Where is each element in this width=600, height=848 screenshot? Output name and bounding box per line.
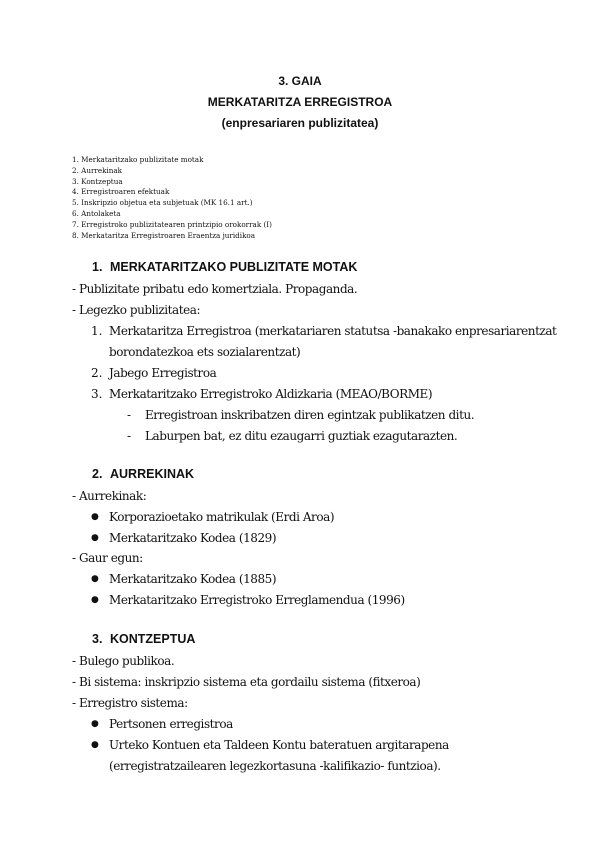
bullet-item-continuation: (erregistratzailearen legezkortasuna -kalifikazio- funtzioa). [109,759,441,773]
toc-item: 3. Kontzeptua [72,176,123,186]
text-line: - Bi sistema: inskripzio sistema eta gordailu sistema (fitxeroa) [72,675,421,689]
bullet-item: Merkataritzako Kodea (1885) [109,572,277,586]
list-marker: 1. [91,324,103,338]
toc-item: 1. Merkataritzako publizitate motak [72,155,204,164]
text-line: - Erregistro sistema: [72,696,188,710]
chapter-number: 3. GAIA [278,74,322,88]
chapter-subtitle: (enpresariaren publizitatea) [221,116,379,130]
text-line: - Bulego publikoa. [72,654,175,668]
section-number: 2. [92,467,103,481]
sub-list-item: Erregistroan inskribatzen diren egintzak publikatzen ditu. [145,408,475,422]
toc-item: 7. Erregistroko publizitatearen printzipio orokorrak (I) [72,219,272,229]
bullet-icon: ● [91,740,99,750]
section-number: 1. [92,260,103,274]
section-title: MERKATARITZAKO PUBLIZITATE MOTAK [110,260,358,274]
section-title: KONTZEPTUA [110,632,196,646]
bullet-item: Merkataritzako Erregistroko Erreglamendua (1996) [109,593,405,607]
bullet-item: Merkataritzako Kodea (1829) [109,531,277,545]
text-line: - Aurrekinak: [72,489,147,503]
list-item-continuation: borondatezkoa ets sozialarentzat) [109,345,301,359]
bullet-item: Urteko Kontuen eta Taldeen Kontu bateratuen argitarapena [109,738,449,752]
list-item: Jabego Erregistroa [109,366,217,380]
text-line: - Gaur egun: [72,551,143,565]
toc-item: 8. Merkataritza Erregistroaren Eraentza juridikoa [72,230,256,240]
dash-marker: - [127,408,132,422]
table-of-contents [72,155,272,241]
dash-marker: - [127,429,132,443]
text-line: - Publizitate pribatu edo komertziala. Propaganda. [72,282,358,296]
bullet-icon: ● [91,574,99,584]
toc-item: 6. Antolaketa [72,208,121,218]
sub-list-item: Laburpen bat, ez ditu ezaugarri guztiak ezagutarazten. [145,429,458,443]
bullet-icon: ● [91,512,99,522]
toc-item: 5. Inskripzio objetua eta subjetuak (MK 16.1 art.) [72,198,253,208]
section-heading [92,632,195,646]
bullet-icon: ● [91,595,99,605]
toc-item: 2. Aurrekinak [72,165,123,175]
section-title: AURREKINAK [110,467,195,481]
toc-item: 4. Erregistroaren efektuak [72,187,170,197]
list-marker: 2. [91,366,103,380]
bullet-item: Korporazioetako matrikulak (Erdi Aroa) [109,510,335,524]
section-number: 3. [92,632,103,646]
list-marker: 3. [91,387,103,401]
bullet-item: Pertsonen erregistroa [109,717,233,731]
chapter-title: MERKATARITZA ERREGISTROA [207,95,393,109]
list-item: Merkataritza Erregistroa (merkatariaren statutsa -banakako enpresariarentzat [109,324,557,338]
section-heading [92,260,357,274]
text-line: - Legezko publizitatea: [72,303,201,317]
section-heading [92,467,194,481]
list-item: Merkataritzako Erregistroko Aldizkaria (MEAO/BORME) [109,387,433,401]
bullet-icon: ● [91,719,99,729]
bullet-icon: ● [91,533,99,543]
